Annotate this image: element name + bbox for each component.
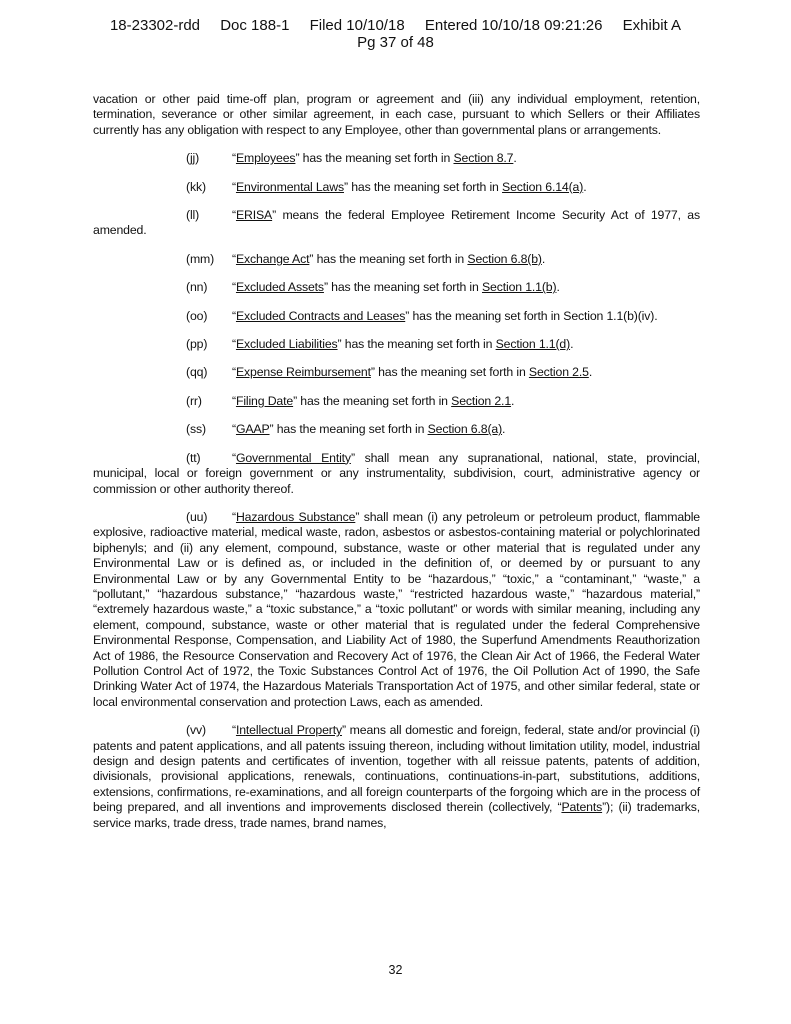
definition-item — [93, 180, 700, 195]
definition-item — [93, 252, 700, 267]
definition-label: (tt) — [186, 450, 201, 465]
definition-label: (uu) — [186, 509, 208, 524]
definition-item — [93, 151, 700, 166]
quote-open: “ — [232, 509, 236, 524]
document-body — [93, 92, 700, 844]
defined-term: Employees — [235, 151, 296, 166]
defined-term-patents: Patents — [561, 800, 603, 815]
exhibit-label: Exhibit A — [622, 17, 682, 34]
quote-open: “ — [232, 251, 236, 266]
defined-term: Filing Date — [235, 393, 294, 408]
definition-text — [232, 337, 700, 352]
definition-text: ” means all domestic and foreign, federal, state and/or provincial (i) patents and patent applications, and all patents issuing thereon, including without limitation utility, model, industrial design and design patents and certificates of invention, together with all reissue patents, patents of addition, divisionals, provisional applications, renewals, continuations, continuations-in-part, substitutions, additions, extensions, confirmations, re-examinations, and all foreign counterparts of the forgoing which are in the process of being prepared, and all inventions and improvements disclosed therein (collectively, “ — [93, 723, 701, 815]
definition-item — [93, 309, 700, 324]
definitions-list-a — [93, 151, 700, 195]
definition-text-continued: ”); (ii) trademarks, service marks, trade dress, trade names, brand names, — [93, 800, 701, 830]
defined-term: Excluded Contracts and Leases — [235, 308, 406, 323]
definition-text — [232, 365, 700, 380]
defined-term: Environmental Laws — [235, 179, 344, 194]
doc-number: Doc 188-1 — [220, 17, 290, 34]
definition-end: . — [588, 365, 593, 380]
section-reference: Section 1.1(d) — [495, 337, 571, 352]
definition-label: (oo) — [186, 308, 208, 323]
section-reference: Section 1.1(b) — [481, 280, 557, 295]
filed-date: Filed 10/10/18 — [309, 17, 405, 34]
definition-body: ” has the meaning set forth in Section 1.1(b)(iv). — [405, 308, 658, 323]
definition-body: ” has the meaning set forth in — [309, 251, 468, 266]
defined-term: ERISA — [235, 208, 273, 223]
defined-term: Excluded Liabilities — [235, 337, 338, 352]
quote-open: “ — [232, 308, 236, 323]
defined-term: Intellectual Property — [235, 723, 342, 738]
definition-label: (ss) — [186, 422, 206, 437]
section-reference: Section 6.8(a) — [427, 422, 503, 437]
definition-label: (nn) — [186, 280, 208, 295]
definition-label: (rr) — [186, 393, 202, 408]
definition-label: (jj) — [186, 151, 200, 166]
filing-header — [0, 17, 791, 51]
definition-intellectual-property — [93, 723, 700, 831]
definition-item — [93, 394, 700, 409]
definition-item — [93, 365, 700, 380]
intro-paragraph: vacation or other paid time-off plan, program or agreement and (iii) any individual employment, retention, termination, severance or other similar agreement, in each case, pursuant to which Sellers or their Affiliates currently has any obligation with respect to any Employee, other than governmental plans or arrangements. — [93, 92, 700, 137]
header-line-1 — [0, 17, 791, 34]
definition-body: ” has the meaning set forth in — [293, 393, 452, 408]
definition-end: . — [570, 337, 574, 352]
defined-term: Excluded Assets — [235, 280, 324, 295]
definition-body: ” has the meaning set forth in — [343, 179, 503, 194]
quote-open: “ — [232, 422, 236, 437]
definition-body: ” has the meaning set forth in — [370, 365, 529, 380]
section-reference: Section 2.1 — [451, 393, 512, 408]
quote-open: “ — [232, 450, 236, 465]
defined-term: Governmental Entity — [235, 450, 351, 465]
quote-open: “ — [232, 280, 236, 295]
quote-open: “ — [232, 151, 236, 166]
quote-open: “ — [232, 208, 236, 223]
definition-text — [232, 252, 700, 267]
defined-term: Exchange Act — [235, 251, 310, 266]
definition-label: (mm) — [186, 251, 215, 266]
definitions-list-b — [93, 252, 700, 438]
definition-hazardous-substance — [93, 510, 700, 710]
definition-text — [232, 309, 700, 324]
quote-open: “ — [232, 723, 236, 738]
definition-text — [232, 394, 700, 409]
definition-end: . — [513, 151, 517, 166]
definition-text: ” shall mean (i) any petroleum or petroleum product, flammable explosive, radioactive material, medical waste, radon, asbestos or asbestos-containing material or polychlorinated biphenyls; and (ii) any element, compound, substance, waste or other material that is regulated under any Environmental Law or is defined as, or included in the definition of, or deemed by or pursuant to any Environmental Law or by any Governmental Entity to be “hazardous,” “toxic,” a “contaminant,” “waste,” a “pollutant,” “hazardous substance,” “hazardous waste,” “restricted hazardous waste,” “hazardous material,” “extremely hazardous waste,” a “toxic substance,” a “toxic pollutant” or words with similar meaning, including any element, compound, substance, waste or other material that is regulated under the federal Comprehensive Environmental Response, Compensation, and Liability Act of 1980, the Superfund Amendments Reauthorization Act of 1986, the Resource Conservation and Recovery Act of 1976, the Clean Air Act of 1966, the Federal Water Pollution Control Act of 1972, the Toxic Substances Control Act of 1976, the Oil Pollution Act of 1990, the Safe Drinking Water Act of 1974, the Hazardous Materials Transportation Act of 1975, and other similar federal, state or local environmental conservation and protection Laws, each as amended. — [93, 509, 700, 709]
section-reference: Section 2.5 — [528, 365, 589, 380]
definition-end: . — [511, 393, 515, 408]
definition-text — [232, 422, 700, 437]
definition-text — [232, 180, 700, 195]
section-reference: Section 8.7 — [453, 151, 514, 166]
definition-erisa — [93, 208, 700, 239]
definition-label: (vv) — [186, 723, 206, 738]
page-count: Pg 37 of 48 — [357, 34, 434, 51]
defined-term: GAAP — [235, 422, 270, 437]
definition-text — [232, 151, 700, 166]
definition-label: (ll) — [186, 208, 200, 223]
definition-text: ” means the federal Employee Retirement Income Security Act of 1977, as amended. — [93, 208, 700, 238]
definition-item — [93, 337, 700, 352]
definition-end: . — [556, 280, 560, 295]
quote-open: “ — [232, 393, 236, 408]
definition-body: ” has the meaning set forth in — [269, 422, 428, 437]
definition-item — [93, 280, 700, 295]
definition-end: . — [583, 179, 587, 194]
definition-body: ” has the meaning set forth in — [295, 151, 454, 166]
definition-label: (kk) — [186, 179, 206, 194]
definition-label: (pp) — [186, 337, 208, 352]
quote-open: “ — [232, 365, 236, 380]
defined-term: Expense Reimbursement — [235, 365, 371, 380]
quote-open: “ — [232, 337, 236, 352]
definition-governmental-entity — [93, 451, 700, 497]
case-number: 18-23302-rdd — [109, 17, 201, 34]
definition-text — [232, 280, 700, 295]
definition-label: (qq) — [186, 365, 208, 380]
defined-term: Hazardous Substance — [235, 509, 356, 524]
definition-item — [93, 422, 700, 437]
definition-text: ” shall mean any supranational, national, state, provincial, municipal, local or foreign government or any instrumentality, subdivision, court, administrative agency or commission or other authority thereof. — [93, 450, 700, 496]
quote-open: “ — [232, 179, 236, 194]
page-number: 32 — [388, 963, 403, 977]
definition-end: . — [541, 251, 546, 266]
definition-end: . — [502, 422, 506, 437]
entered-date: Entered 10/10/18 09:21:26 — [424, 17, 603, 34]
section-reference: Section 6.8(b) — [467, 251, 542, 266]
definition-body: ” has the meaning set forth in — [337, 337, 496, 352]
section-reference: Section 6.14(a) — [502, 179, 584, 194]
definition-body: ” has the meaning set forth in — [323, 280, 482, 295]
